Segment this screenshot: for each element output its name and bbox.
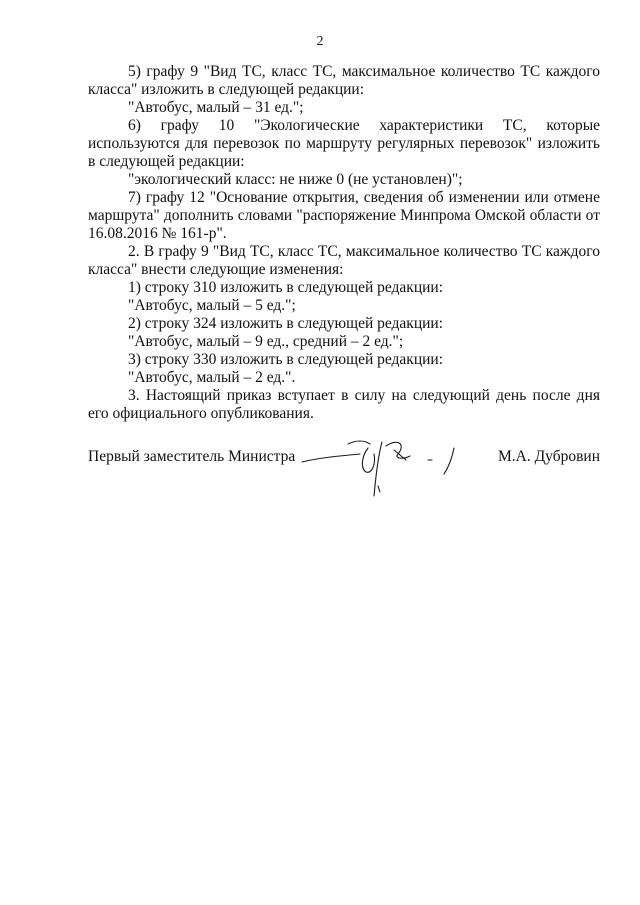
- paragraph-column-10: 6) графу 10 "Экологические характеристики ТС, которые используются для перевозок по маршруту регулярных перевозок" изложить в следующей редакции:: [88, 117, 600, 170]
- paragraph-row-310-value: "Автобус, малый – 5 ед.";: [128, 297, 296, 314]
- signatory-name: М.А. Дубровин: [497, 448, 600, 465]
- paragraph-row-324-value: "Автобус, малый – 9 ед., средний – 2 ед.";: [128, 333, 404, 350]
- paragraph-row-310: 1) строку 310 изложить в следующей редакции:: [128, 279, 444, 296]
- document-body: [88, 63, 600, 423]
- paragraph-column-10-value: "экологический класс: не ниже 0 (не установлен)";: [128, 171, 463, 188]
- paragraph-row-324: 2) строку 324 изложить в следующей редакции:: [128, 315, 444, 332]
- paragraph-column-9-value: "Автобус, малый – 31 ед.";: [128, 99, 304, 116]
- paragraph-row-330: 3) строку 330 изложить в следующей редакции:: [128, 351, 444, 368]
- signatory-position: Первый заместитель Министра: [88, 448, 296, 465]
- signature-block: [88, 448, 600, 508]
- paragraph-item-2: 2. В графу 9 "Вид ТС, класс ТС, максимальное количество ТС каждого класса" внести следующие изменения:: [88, 243, 600, 278]
- page-number: 2: [316, 34, 324, 49]
- paragraph-column-12: 7) графу 12 "Основание открытия, сведения об изменении или отмене маршрута" дополнить словами "распоряжение Минпрома Омской области от 16.08.2016 № 161-р".: [88, 189, 600, 242]
- paragraph-row-330-value: "Автобус, малый – 2 ед.".: [128, 369, 296, 386]
- paragraph-column-9: 5) графу 9 "Вид ТС, класс ТС, максимальное количество ТС каждого класса" изложить в следующей редакции:: [88, 63, 600, 98]
- handwritten-signature-icon: [298, 434, 478, 506]
- paragraph-item-3: 3. Настоящий приказ вступает в силу на следующий день после дня его официального опубликования.: [88, 387, 600, 422]
